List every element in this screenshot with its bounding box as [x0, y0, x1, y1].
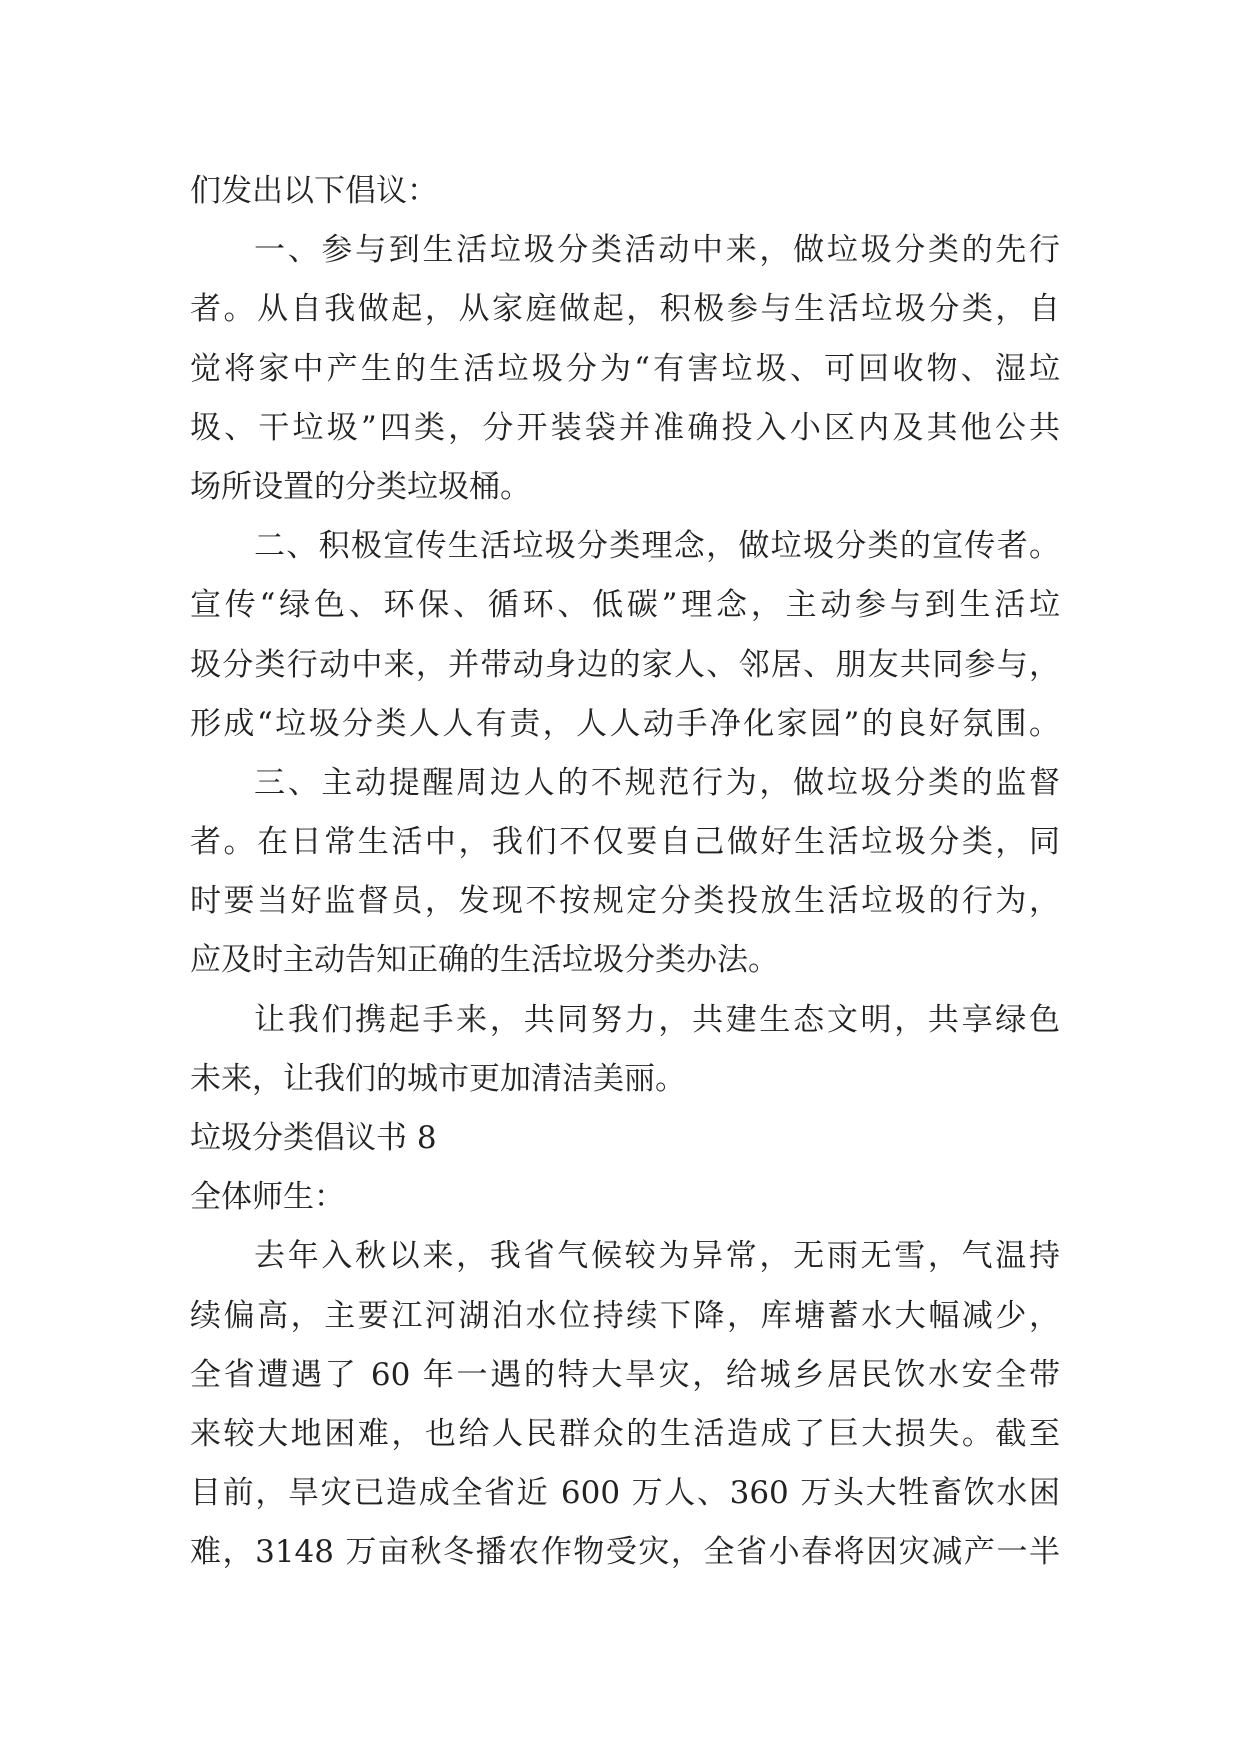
text-line: 目前，旱灾已造成全省近 600 万人、360 万头大牲畜饮水困	[190, 1475, 1060, 1512]
text-line: 宣传“绿色、环保、循环、低碳”理念，主动参与到生活垃	[190, 587, 1060, 624]
text-line: 者。在日常生活中，我们不仅要自己做好生活垃圾分类，同	[190, 824, 1060, 861]
text-line: 一、参与到生活垃圾分类活动中来，做垃圾分类的先行	[254, 232, 1060, 269]
text-line: 来较大地困难，也给人民群众的生活造成了巨大损失。截至	[190, 1415, 1060, 1452]
text-line: 全体师生：	[190, 1179, 345, 1216]
text-line: 去年入秋以来，我省气候较为异常，无雨无雪，气温持	[254, 1238, 1060, 1275]
text-line: 者。从自我做起，从家庭做起，积极参与生活垃圾分类，自	[190, 291, 1060, 328]
text-line: 应及时主动告知正确的生活垃圾分类办法。	[190, 942, 779, 979]
section-title: 垃圾分类倡议书 8	[190, 1120, 437, 1156]
document-page	[190, 162, 1060, 1583]
text-line: 三、主动提醒周边人的不规范行为，做垃圾分类的监督	[254, 764, 1060, 801]
text-line: 全省遭遇了 60 年一遇的特大旱灾，给城乡居民饮水安全带	[190, 1356, 1060, 1393]
text-line: 们发出以下倡议：	[190, 173, 438, 209]
text-line: 觉将家中产生的生活垃圾分为“有害垃圾、可回收物、湿垃	[190, 350, 1060, 387]
text-line: 难，3148 万亩秋冬播农作物受灾，全省小春将因灾减产一半	[190, 1534, 1060, 1571]
text-line: 场所设置的分类垃圾桶。	[190, 468, 531, 505]
text-line: 形成“垃圾分类人人有责，人人动手净化家园”的良好氛围。	[190, 705, 1060, 742]
text-line: 圾分类行动中来，并带动身边的家人、邻居、朋友共同参与，	[190, 646, 1060, 683]
text-line: 时要当好监督员，发现不按规定分类投放生活垃圾的行为，	[190, 883, 1060, 920]
text-line: 续偏高，主要江河湖泊水位持续下降，库塘蓄水大幅减少，	[190, 1297, 1060, 1334]
text-line: 二、积极宣传生活垃圾分类理念，做垃圾分类的宣传者。	[254, 528, 1060, 565]
text-line: 圾、干垃圾”四类，分开装袋并准确投入小区内及其他公共	[190, 409, 1060, 446]
text-line: 未来，让我们的城市更加清洁美丽。	[190, 1060, 686, 1097]
text-line: 让我们携起手来，共同努力，共建生态文明，共享绿色	[254, 1001, 1060, 1038]
